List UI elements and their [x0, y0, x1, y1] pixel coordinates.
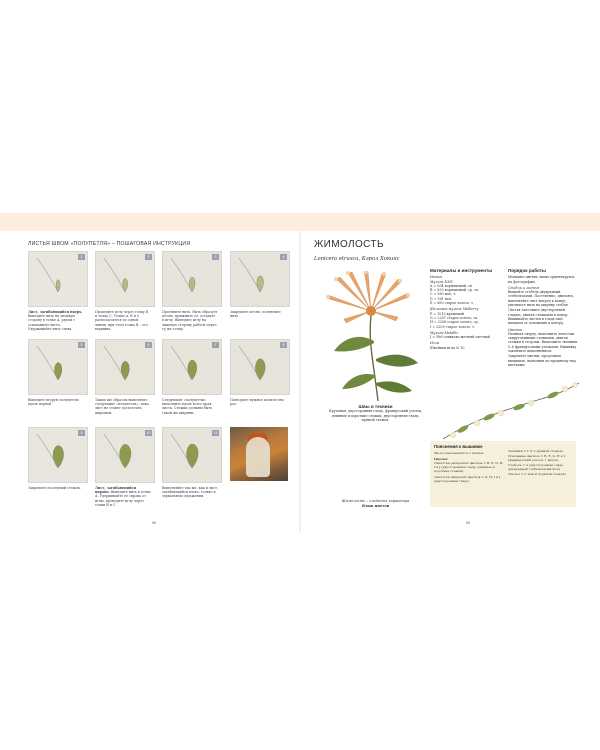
step-photo: [95, 427, 155, 483]
leaf-shape: [123, 278, 128, 292]
leaf-stitch-drawing: [231, 340, 289, 394]
stems-label: Стебли и листья: [508, 285, 540, 290]
step-photo: [95, 339, 155, 395]
step-10: [95, 427, 153, 507]
materials-column: [430, 269, 498, 350]
step-caption-text: Таким же образом выполните следующие «полупетли», пока лист не станет достаточно широким.: [95, 398, 149, 415]
order-column: [508, 269, 578, 367]
leaf-stitch-drawing: [96, 428, 154, 482]
step-photo: [230, 251, 290, 307]
key-heading: Пояснения к вышивке: [434, 444, 483, 449]
leaf-stitch-drawing: [96, 252, 154, 306]
step-photo: [162, 339, 222, 395]
step-caption: [162, 398, 218, 415]
photo-figure: [246, 437, 270, 477]
key-flowers-label: Цветки: [434, 457, 448, 461]
step-2: [95, 251, 153, 331]
material-line: F = 1013 кремовый: [430, 311, 464, 316]
leaf-shape: [188, 360, 197, 380]
flower-language-caption: [328, 499, 423, 508]
left-page-number: 88: [152, 521, 156, 525]
embroidery-photo: [230, 427, 288, 481]
step-caption-text: Закрепите последний стежок.: [28, 486, 81, 490]
step-9: [28, 427, 86, 490]
left-page: [20, 231, 296, 533]
step-caption: [162, 486, 218, 499]
key-leaves-text: Листья = С или D (прямой стежок): [508, 472, 566, 476]
flowers-text-2: Закрепите цветки, продолжая вышивать, выполнив по-прежнему над цветками.: [508, 354, 576, 367]
key-base-text: Основание цветков = В, Е, G, Н и I (французский узелок, 1 виток): [508, 454, 565, 462]
step-caption-text: Повторите нужное количество раз.: [230, 398, 284, 407]
dmc-label: Мулине DMC: [430, 279, 454, 284]
metallic-label: Мулине Metallic: [430, 330, 459, 335]
material-line: Швейная игла № 10: [430, 345, 465, 350]
step-caption: [28, 398, 84, 406]
step-number: 4: [280, 254, 287, 260]
needle-thread: [104, 258, 125, 292]
step-5: [28, 339, 86, 406]
step-photo: [28, 251, 88, 307]
leaf-shape: [120, 444, 131, 468]
leaf-shape: [53, 446, 64, 468]
step-photo: [162, 251, 222, 307]
mulberry-label: Шелковое мулине Mulberry: [430, 307, 479, 312]
flower-language-text: Жимолость – сладость характера: [341, 499, 410, 503]
leaf-stitch-drawing: [231, 252, 289, 306]
step-caption-text: Следующие «полупетли» выполните вдоль всего края листа. Стежки должны быть такой же ширины.: [162, 398, 212, 415]
stitches-text: Крученая, двусторонняя гладь, французский узелок, длинные и короткие стежки, двусторонняя гладь, прямой стежок.: [329, 409, 422, 422]
order-intro: Меньшие цветки лиана ориентируясь на фотографию.: [508, 275, 575, 284]
right-page-title: ЖИМОЛОСТЬ: [314, 239, 384, 250]
key-stem-text: Стебель = А (двусторонняя гладь, двухрядный стебельчатый шов): [508, 463, 564, 471]
book-spread: [16, 231, 584, 533]
step-caption-text: Выведите нить в точке А. Удерживайте ее справа от иглы, проведите иглу через точки В и С.: [95, 490, 151, 507]
leaf-shape: [189, 277, 195, 292]
step-caption: [230, 310, 286, 318]
materials-heading: Материалы и инструменты: [430, 268, 493, 273]
step-caption-text: Проведите иглу через точку В и точку С. Точки А, В и С располагаются по одной линии, при этом точка В – это вершина.: [95, 310, 149, 331]
step-caption: [28, 310, 84, 331]
needle-thread: [171, 258, 192, 292]
key-subtext: Мелко вышиваются 1 нитью.: [434, 451, 485, 455]
step-caption-bold: Лист, загибающийся вправо.: [95, 486, 137, 495]
material-line: А = 834 коричневый, св.: [430, 283, 473, 288]
right-page: [306, 231, 584, 533]
needle-thread: [104, 346, 125, 380]
material-line: G = 2207 старое золото, св.: [430, 315, 479, 320]
step-number: 3: [212, 254, 219, 260]
page-background-band: [0, 213, 600, 231]
step-number: 11: [213, 431, 218, 435]
leaf-shape: [55, 363, 62, 380]
material-line: В = 833 коричневый, ср. св.: [430, 288, 479, 293]
step-caption-bold: Лист, загибающийся вверх.: [28, 310, 83, 314]
flowers-label: Цветки: [508, 327, 522, 332]
leaf-stitch-drawing: [29, 428, 87, 482]
key-right-column: [508, 449, 574, 476]
stems-text: Вышейте стебель двухрядный стебельчатый. Постепенно, двигаясь, наклоняйте лист вперед к концу, увеличьте нить на ширину стебля.: [508, 290, 574, 308]
order-heading: Порядок работы: [508, 268, 546, 273]
leaf-stitch-drawing: [163, 252, 221, 306]
material-line: E = 680 старое золото, т.: [430, 301, 474, 306]
step-number: 5: [78, 342, 85, 348]
threads-label: Нитки: [430, 275, 443, 280]
material-line: I = 2209 старое золото, т.: [430, 324, 475, 329]
leaf-shape: [56, 280, 60, 292]
needle-thread: [239, 258, 260, 292]
step-caption-text: Выведите вторую полупетлю вдоль первой.: [28, 398, 79, 407]
leaf-stitch-drawing: [29, 252, 87, 306]
step-caption-text: Выполняйте так же, как и лист, загибающийся влево, только в зеркальном отражении.: [162, 486, 218, 499]
needle-thread: [37, 346, 58, 380]
needles-label: Иглы: [430, 341, 440, 346]
step-number: 1: [78, 254, 85, 260]
stitches-heading: Швы и техники: [358, 404, 393, 409]
step-8: [230, 339, 288, 406]
honeysuckle-illustration: [316, 271, 426, 403]
step-photo: [28, 339, 88, 395]
right-page-number: 89: [466, 521, 470, 525]
step-number: 7: [212, 342, 219, 348]
step-caption: [28, 486, 84, 490]
leaf-stitch-drawing: [163, 428, 221, 482]
step-7: [162, 339, 220, 415]
metallic-list: [430, 335, 498, 339]
step-caption: [95, 310, 151, 331]
material-line: С = 580 мох, т.: [430, 292, 457, 297]
step-caption-text: Выведите нить на лицевую сторону в точке А, рядом с основанием листа. Удерживайте нить слева.: [28, 314, 76, 331]
flower-language-label: Язык цветов: [361, 503, 390, 508]
mulberry-list: [430, 312, 498, 329]
key-flowers-text: Лепестки раскрытых цветков = В, Е, G, Н, I и J (двусторонняя гладь, длинные и короткие стежки): [434, 461, 504, 473]
key-left-column: [434, 457, 504, 483]
leaf-stitch-drawing: [29, 340, 87, 394]
step-caption: [162, 310, 218, 331]
step-4: [230, 251, 288, 318]
step-caption: [95, 398, 151, 415]
step-1: [28, 251, 86, 331]
key-closed-text: Лепестки закрытых цветков = G, Н, I и J (двусторонняя гладь): [434, 475, 501, 483]
leaf-shape: [121, 361, 129, 380]
key-stamens-text: Тычинки = Г и I (прямой стежок): [508, 449, 564, 453]
step-photo: [162, 427, 222, 483]
leaf-shape: [257, 276, 263, 292]
step-number: 9: [78, 430, 85, 436]
step-caption-text: Закрепите петлю, подтяните нить.: [230, 310, 281, 319]
step-number: 8: [280, 342, 287, 348]
embroidery-key-box: [430, 441, 576, 507]
flowers-text: Начиная сверху, выполните лепестки закругленными стежками, двигая стежки в стороны. Выполните тычинки 5–6 французскими узелками. Вышивку закончите выполнением.: [508, 331, 578, 354]
stems-text-2: Листья заполните двусторонней гладью, двигая стежками к концу. Вышивайте листья в гладь ещё, начиная от основания к центру.: [508, 308, 569, 326]
right-page-subtitle: Lonicera etrusca, Кэрол Хокинс: [314, 256, 400, 262]
leaf-stitch-drawing: [96, 340, 154, 394]
step-11: [162, 427, 220, 499]
step-caption: [95, 486, 151, 507]
stitches-caption: [328, 405, 423, 422]
left-page-title: ЛИСТЬЯ ШВОМ «ПОЛУПЕТЛЯ» – ПОШАГОВАЯ ИНСТРУКЦИЯ: [28, 241, 191, 247]
leaf-stitch-drawing: [163, 340, 221, 394]
book-gutter: [299, 231, 301, 533]
step-caption-text: Протяните нить. Нить образует петлю, прижмите ее, оставьте в иглу. Выведите иглу на лицевую сторону работы через ту же точку.: [162, 310, 218, 331]
step-photo: [95, 251, 155, 307]
step-photo: [28, 427, 88, 483]
dmc-list: [430, 284, 498, 305]
flower-spray-illustration: [441, 381, 581, 441]
step-photo: [230, 339, 290, 395]
material-line: D = 581 мох: [430, 296, 452, 301]
step-number: 6: [145, 342, 152, 348]
step-number: 10: [146, 431, 151, 435]
step-caption: [230, 398, 286, 406]
needle-thread: [37, 258, 58, 292]
material-line: H = 2208 старое золото, ср.: [430, 320, 479, 325]
step-number: 2: [145, 254, 152, 260]
leaf-shape: [255, 359, 265, 380]
step-6: [95, 339, 153, 415]
leaf-shape: [187, 444, 199, 468]
needles-list: [430, 346, 498, 350]
step-3: [162, 251, 220, 331]
material-line: J = 586 оливково-желтый светлый: [430, 335, 490, 340]
